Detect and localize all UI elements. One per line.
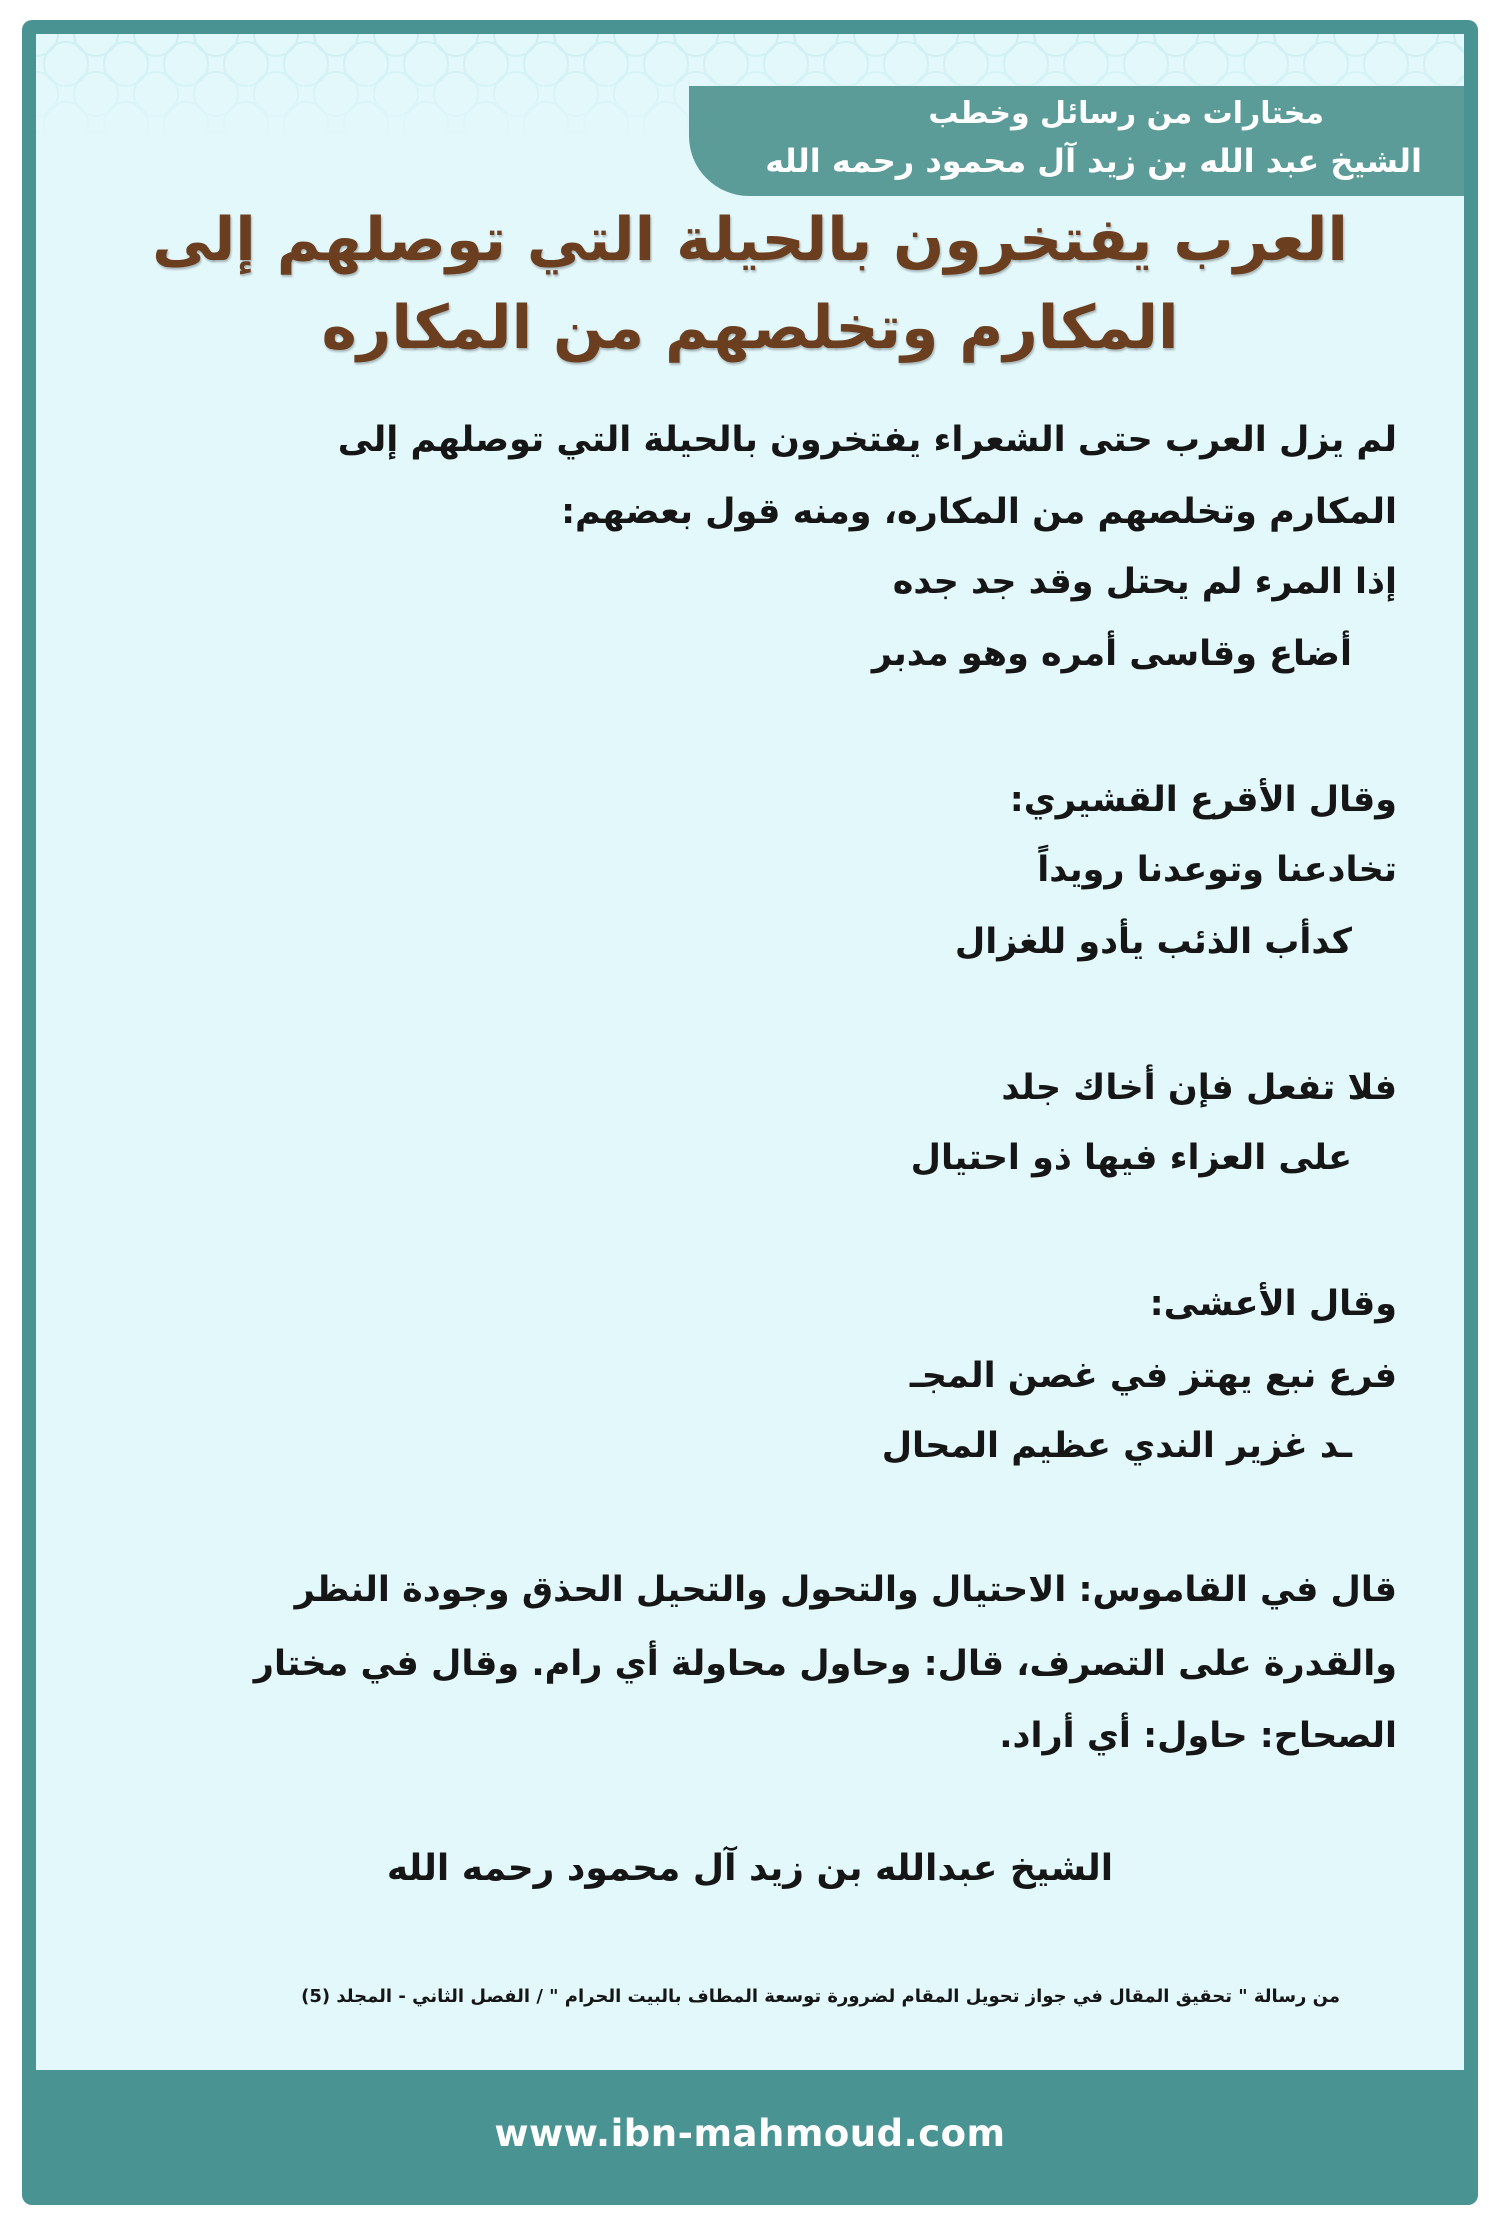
title-line-1: العرب يفتخرون بالحيلة التي توصلهم إلى: [152, 205, 1348, 275]
website-link[interactable]: www.ibn-mahmoud.com: [494, 2112, 1006, 2155]
header-subtitle: مختارات من رسائل وخطب: [928, 96, 1324, 131]
poem3-attribution: وقال الأعشى:: [1149, 1284, 1397, 1324]
poem2-verse-1: تخادعنا وتوعدنا رويداً: [1037, 850, 1397, 890]
poem3-verse-1: فرع نبع يهتز في غصن المجـ: [909, 1356, 1397, 1396]
poem2-verse-2: كدأب الذئب يأدو للغزال: [954, 922, 1352, 962]
intro-line-1: لم يزل العرب حتى الشعراء يفتخرون بالحيلة التي توصلهم إلى: [337, 420, 1397, 460]
header-band: [689, 86, 1464, 196]
dictionary-line-2: والقدرة على التصرف، قال: وحاول محاولة أي رام. وقال في مختار: [253, 1644, 1397, 1684]
source-note: من رسالة " تحقيق المقال في جواز تحويل المقام لضرورة توسعة المطاف بالبيت الحرام " / الفصل الثاني - المجلد (5): [301, 1986, 1340, 2007]
poem1-verse-2: أضاع وقاسى أمره وهو مدبر: [871, 634, 1352, 674]
title-line-2: المكارم وتخلصهم من المكاره: [321, 293, 1179, 363]
signature: الشيخ عبدالله بن زيد آل محمود رحمه الله: [386, 1848, 1114, 1889]
poem3-verse-2: ـد غزير الندي عظيم المحال: [881, 1426, 1352, 1466]
footer-band: [36, 2070, 1464, 2204]
poem2-attribution: وقال الأقرع القشيري:: [1009, 780, 1397, 820]
poem1-verse-1: إذا المرء لم يحتل وقد جد جده: [892, 562, 1397, 602]
poem2-verse-4: على العزاء فيها ذو احتيال: [910, 1138, 1352, 1178]
poem2-verse-3: فلا تفعل فإن أخاك جلد: [1001, 1068, 1397, 1108]
intro-line-2: المكارم وتخلصهم من المكاره، ومنه قول بعضهم:: [561, 492, 1397, 532]
header-author: الشيخ عبد الله بن زيد آل محمود رحمه الله: [765, 142, 1422, 180]
dictionary-line-1: قال في القاموس: الاحتيال والتحول والتحيل الحذق وجودة النظر: [294, 1570, 1397, 1610]
dictionary-line-3: الصحاح: حاول: أي أراد.: [999, 1716, 1397, 1756]
page-title: [100, 196, 1400, 372]
